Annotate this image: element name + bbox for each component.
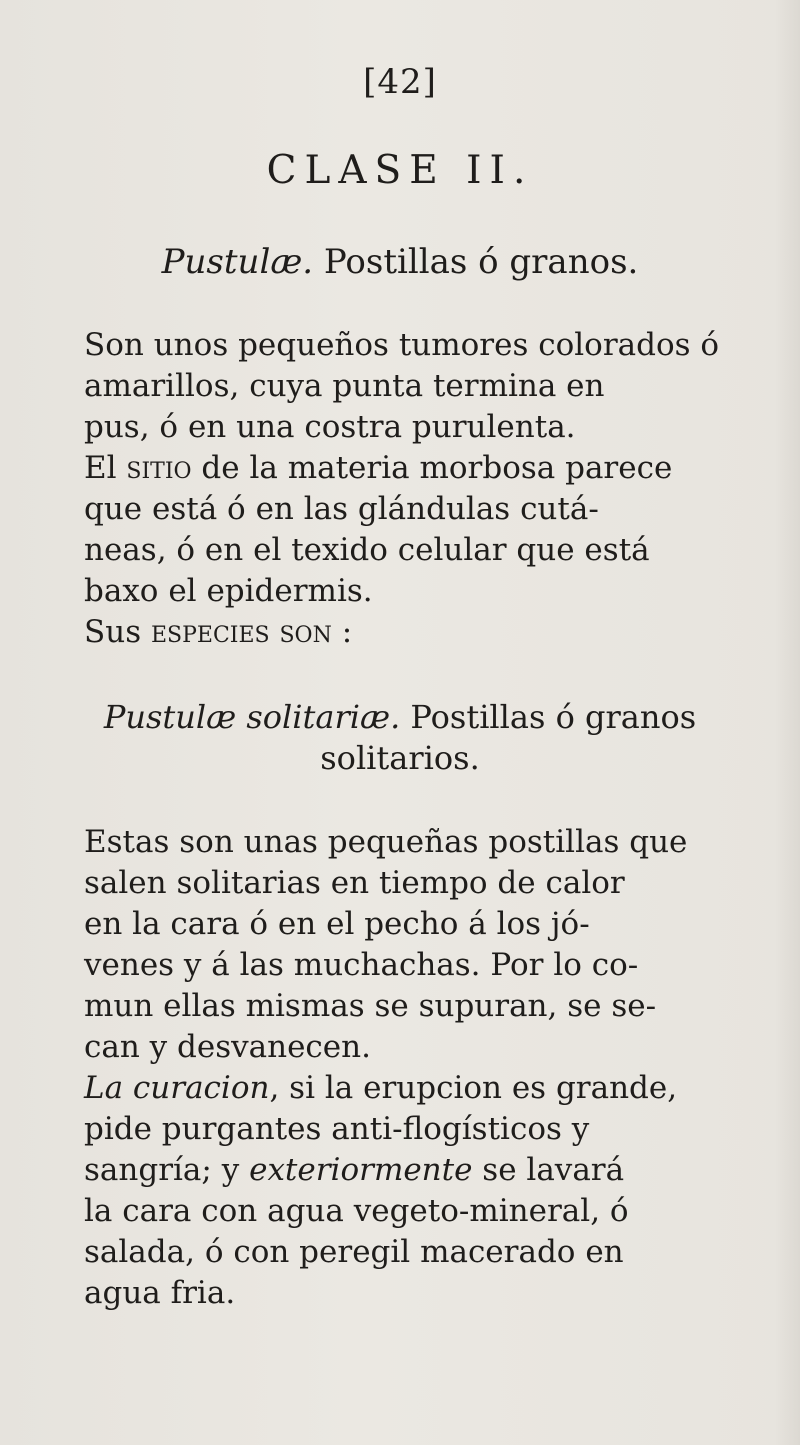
lead-word: El bbox=[84, 450, 117, 486]
text-line bbox=[84, 1150, 800, 1191]
text-line: can y desvanecen. bbox=[84, 1029, 371, 1065]
text-line: neas, ó en el texido celular que está bbox=[84, 532, 650, 568]
line-rest: , si la erupcion es grande, bbox=[269, 1070, 678, 1106]
species-heading bbox=[0, 697, 800, 779]
italic-term: exteriormente bbox=[249, 1152, 473, 1188]
line-part: sangría; y bbox=[84, 1152, 250, 1188]
lead-word-smallcaps: sitio bbox=[116, 450, 192, 486]
lead-word: Sus bbox=[84, 614, 142, 650]
definition-paragraph bbox=[84, 325, 800, 448]
cure-paragraph bbox=[84, 1068, 800, 1314]
text-line: baxo el epidermis. bbox=[84, 573, 373, 609]
seat-paragraph bbox=[84, 448, 800, 612]
species-intro-smallcaps: especies son : bbox=[141, 614, 353, 650]
text-line: agua fria. bbox=[84, 1275, 236, 1311]
page-number: [42] bbox=[363, 62, 437, 102]
text-line: Son unos pequeños tumores colorados ó bbox=[84, 327, 720, 363]
species-heading-line: solitarios. bbox=[320, 739, 480, 777]
text-line: pide purgantes anti-flogísticos y bbox=[84, 1111, 590, 1147]
text-line: mun ellas mismas se supuran, se se- bbox=[84, 988, 657, 1024]
species-latin-name: Pustulæ solitariæ. bbox=[103, 698, 401, 736]
text-line bbox=[84, 448, 800, 489]
section-title: CLASE II. bbox=[266, 148, 534, 193]
species-spanish-name: Postillas ó granos bbox=[410, 698, 697, 736]
text-line: venes y á las muchachas. Por lo co- bbox=[84, 947, 639, 983]
text-line: en la cara ó en el pecho á los jó- bbox=[84, 906, 590, 942]
species-heading-line bbox=[0, 697, 800, 738]
text-line: Estas son unas pequeñas postillas que bbox=[84, 824, 688, 860]
text-line: salada, ó con peregil macerado en bbox=[84, 1234, 624, 1270]
genus-spanish-name: Postillas ó granos. bbox=[323, 242, 639, 282]
line-rest: de la materia morbosa parece bbox=[191, 450, 673, 486]
description-paragraph bbox=[84, 822, 800, 1068]
genus-heading bbox=[0, 242, 800, 282]
text-line: salen solitarias en tiempo de calor bbox=[84, 865, 625, 901]
text-line: que está ó en las glándulas cutá- bbox=[84, 491, 599, 527]
text-line bbox=[84, 612, 800, 653]
cure-lead: La curacion bbox=[84, 1070, 270, 1106]
line-part: se lavará bbox=[472, 1152, 625, 1188]
species-intro bbox=[84, 612, 800, 653]
genus-latin-name: Pustulæ. bbox=[161, 242, 314, 282]
text-line bbox=[84, 1068, 800, 1109]
text-line: la cara con agua vegeto-mineral, ó bbox=[84, 1193, 629, 1229]
text-line: pus, ó en una costra purulenta. bbox=[84, 409, 576, 445]
text-line: amarillos, cuya punta termina en bbox=[84, 368, 605, 404]
